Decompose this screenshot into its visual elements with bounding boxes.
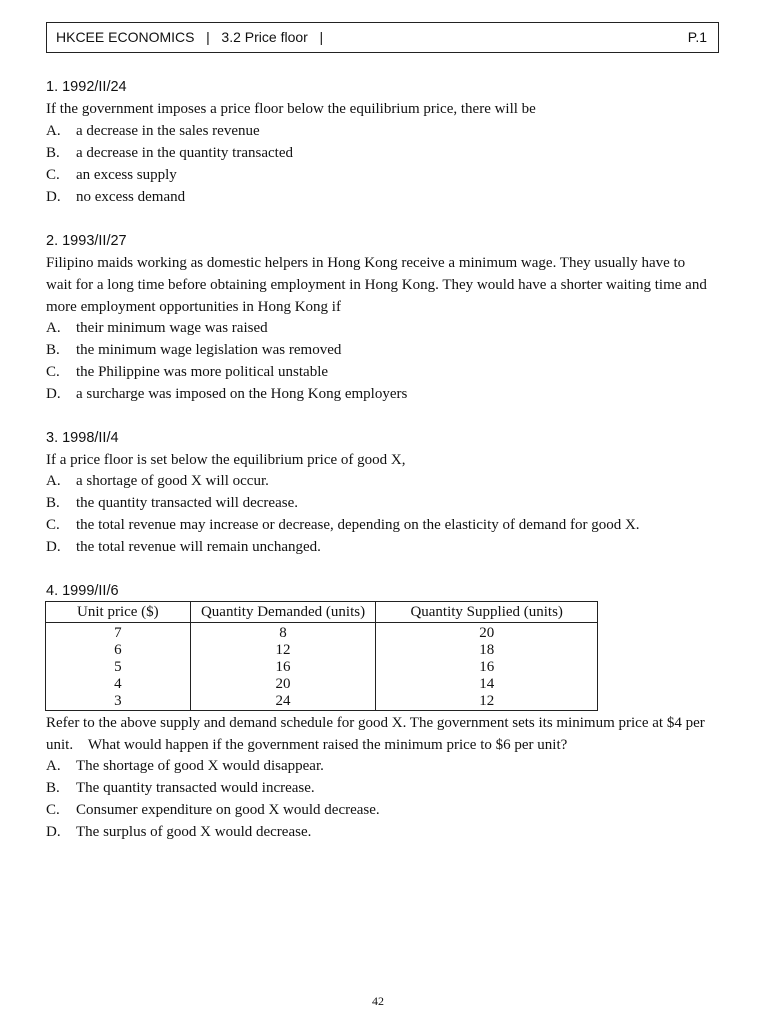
header-title: HKCEE ECONOMICS | 3.2 Price floor |: [56, 29, 324, 45]
question-3-option-a: A. a shortage of good X will occur.: [46, 473, 269, 489]
question-4-option-d: D. The surplus of good X would decrease.: [46, 824, 312, 840]
unit-price-cell: 4: [46, 676, 191, 693]
table-row: [46, 623, 598, 643]
quantity-demanded-cell: 24: [190, 693, 376, 711]
question-2-option-d: D. a surcharge was imposed on the Hong Kong employers: [46, 386, 408, 402]
question-4-stem-line-1: Refer to the above supply and demand schedule for good X. The government sets its minimum price at $4 per: [46, 715, 705, 731]
question-1-title: 1. 1992/II/24: [46, 79, 127, 95]
question-2-stem-line-2: wait for a long time before obtaining employment in Hong Kong. They would have a shorter waiting time and: [46, 277, 707, 293]
question-3-title: 3. 1998/II/4: [46, 430, 119, 446]
question-1-option-a: A. a decrease in the sales revenue: [46, 123, 260, 139]
question-4-option-a: A. The shortage of good X would disappear.: [46, 758, 324, 774]
question-3-stem: If a price floor is set below the equilibrium price of good X,: [46, 452, 406, 468]
table-row: [46, 693, 598, 711]
page-header: [46, 22, 719, 53]
question-4-stem-line-2: unit. What would happen if the government raised the minimum price to $6 per unit?: [46, 737, 568, 753]
table-row: [46, 642, 598, 659]
question-2-option-a: A. their minimum wage was raised: [46, 320, 268, 336]
question-4-option-c: C. Consumer expenditure on good X would decrease.: [46, 802, 380, 818]
question-2-stem-line-3: more employment opportunities in Hong Kong if: [46, 299, 341, 315]
question-4-title: 4. 1999/II/6: [46, 583, 119, 599]
question-1-option-d: D. no excess demand: [46, 189, 186, 205]
quantity-supplied-cell: 14: [376, 676, 598, 693]
table-row: [46, 676, 598, 693]
column-header-quantity-demanded: Quantity Demanded (units): [190, 602, 376, 623]
table-row: [46, 659, 598, 676]
quantity-demanded-cell: 8: [190, 623, 376, 643]
question-1-option-c: C. an excess supply: [46, 167, 177, 183]
quantity-demanded-cell: 12: [190, 642, 376, 659]
question-2-stem-line-1: Filipino maids working as domestic helpers in Hong Kong receive a minimum wage. They usually have to: [46, 255, 686, 271]
quantity-supplied-cell: 12: [376, 693, 598, 711]
question-1-option-b: B. a decrease in the quantity transacted: [46, 145, 293, 161]
quantity-supplied-cell: 20: [376, 623, 598, 643]
table-header-row: [46, 602, 598, 623]
question-4-option-b: B. The quantity transacted would increase.: [46, 780, 315, 796]
header-page-label: P.1: [687, 29, 707, 45]
unit-price-cell: 5: [46, 659, 191, 676]
quantity-supplied-cell: 18: [376, 642, 598, 659]
question-1-stem: If the government imposes a price floor below the equilibrium price, there will be: [46, 101, 536, 117]
question-3-option-d: D. the total revenue will remain unchanged.: [46, 539, 321, 555]
supply-demand-schedule-table: [45, 601, 598, 711]
page-number: 42: [372, 994, 384, 1008]
column-header-quantity-supplied: Quantity Supplied (units): [376, 602, 598, 623]
question-2-title: 2. 1993/II/27: [46, 233, 127, 249]
quantity-supplied-cell: 16: [376, 659, 598, 676]
question-3-option-b: B. the quantity transacted will decrease.: [46, 495, 298, 511]
question-3-option-c: C. the total revenue may increase or decrease, depending on the elasticity of demand for good X.: [46, 517, 640, 533]
quantity-demanded-cell: 20: [190, 676, 376, 693]
unit-price-cell: 7: [46, 623, 191, 643]
unit-price-cell: 3: [46, 693, 191, 711]
question-2-option-c: C. the Philippine was more political unstable: [46, 364, 329, 380]
quantity-demanded-cell: 16: [190, 659, 376, 676]
unit-price-cell: 6: [46, 642, 191, 659]
column-header-unit-price: Unit price ($): [46, 602, 191, 623]
question-2-option-b: B. the minimum wage legislation was removed: [46, 342, 342, 358]
